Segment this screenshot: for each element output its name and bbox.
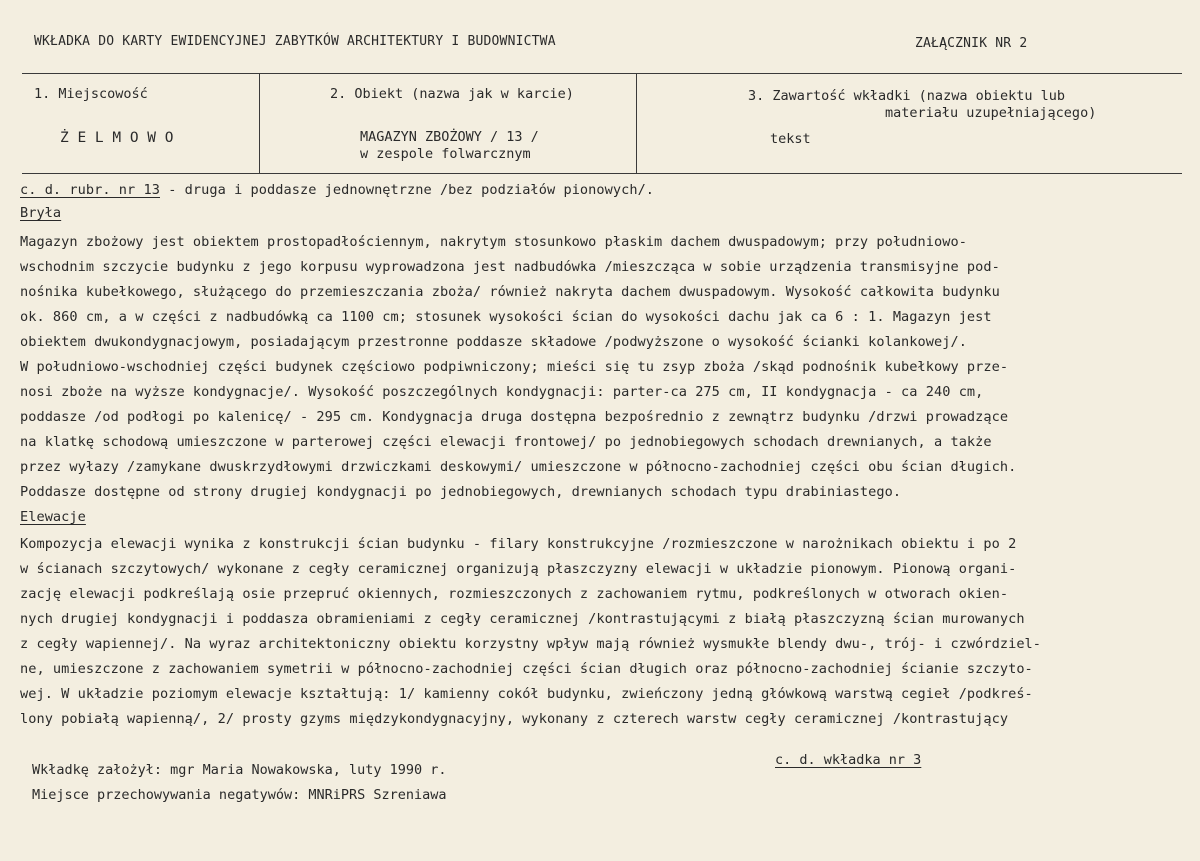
text-line: ne, umieszczone z zachowaniem symetrii w północno-zachodniej części ścian długich oraz północno-zachodniej ścianie szczyto- — [20, 661, 1033, 677]
text-line: wej. W układzie poziomym elewacje kształtują: 1/ kamienny cokół budynku, zwieńczony jedną główkową warstwą cegieł /podkreś- — [20, 686, 1033, 702]
text-line: lony pobiałą wapienną/, 2/ prosty gzyms międzykondygnacyjny, wykonany z czterech warstw cegły ceramicznej /kontrastujący — [20, 711, 1009, 727]
text-line: nych drugiej kondygnacji i poddasza obramieniami z cegły ceramicznej /kontrastującymi z białą płaszczyzną ścian murowanych — [20, 611, 1025, 627]
text-line: przez wyłazy /zamykane dwuskrzydłowymi drzwiczkami deskowymi/ umieszczone w północno-zachodniej części obu ścian długich. — [20, 459, 1017, 475]
text-line: nosi zboże na wyższe kondygnacje/. Wysokość poszczególnych kondygnacji: parter-ca 275 cm, II kondygnacja - ca 240 cm, — [20, 384, 984, 400]
object-label: 2. Obiekt (nazwa jak w karcie) — [330, 86, 574, 102]
place-value: Ż E L M O W O — [60, 130, 174, 146]
attachment-number: ZAŁĄCZNIK NR 2 — [915, 36, 1028, 51]
text-line: W południowo-wschodniej części budynek częściowo podpiwniczony; mieści się tu zsyp zboża /skąd podnośnik kubełkowy prze- — [20, 359, 1009, 375]
object-value-line1: MAGAZYN ZBOŻOWY / 13 / — [360, 129, 539, 145]
author-line: Wkładkę założył: mgr Maria Nowakowska, luty 1990 r. — [32, 762, 447, 778]
continuation-text: - druga i poddasze jednownętrzne /bez podziałów pionowych/. — [159, 182, 655, 198]
text-line: obiektem dwukondygnacjowym, posiadającym przestronne poddasze składowe /podwyższone o wysokość ścianki kolankowej/. — [20, 334, 967, 350]
place-label: 1. Miejscowość — [34, 86, 148, 102]
document-title: WKŁADKA DO KARTY EWIDENCYJNEJ ZABYTKÓW ARCHITEKTURY I BUDOWNICTWA — [34, 34, 556, 49]
text-line: z cegły wapiennej/. Na wyraz architektoniczny obiektu korzystny wpływ mają również wysmukłe blendy dwu-, trój- i czwórdziel- — [20, 636, 1042, 652]
storage-line: Miejsce przechowywania negatywów: MNRiPRS Szreniawa — [32, 787, 447, 803]
table-bottom-rule — [22, 173, 1182, 174]
object-value-line2: w zespole folwarcznym — [360, 146, 531, 162]
text-line: poddasze /od podłogi po kalenicę/ - 295 cm. Kondygnacja druga dostępna bezpośrednio z zewnątrz budynku /drzwi prowadzące — [20, 409, 1009, 425]
continued-reference: c. d. wkładka nr 3 — [775, 752, 922, 768]
text-line: zację elewacji podkreślają osie przepruć okiennych, rozmieszczonych z zachowaniem rytmu, podkreślonych w otworach okien- — [20, 586, 1009, 602]
text-line: Kompozycja elewacji wynika z konstrukcji ścian budynku - filary konstrukcyjne /rozmieszczone w narożnikach obiektu i po 2 — [20, 536, 1017, 552]
text-line: wschodnim szczycie budynku z jego korpusu wyprowadzona jest nadbudówka /mieszcząca w sobie urządzenia transmisyjne pod- — [20, 259, 1000, 275]
text-line: w ścianach szczytowych/ wykonane z cegły ceramicznej organizują płaszczyzny elewacji w układzie pionowym. Pionową organi- — [20, 561, 1017, 577]
continuation-line — [20, 182, 1120, 198]
text-line: ok. 860 cm, a w części z nadbudówką ca 1100 cm; stosunek wysokości ścian do wysokości dachu jak ca 6 : 1. Magazyn jest — [20, 309, 992, 325]
contents-label-line1: 3. Zawartość wkładki (nazwa obiektu lub — [748, 88, 1065, 104]
text-line: na klatkę schodową umieszczone w parterowej części elewacji frontowej/ po jednobiegowych schodach drewnianych, a także — [20, 434, 992, 450]
continuation-ref: c. d. rubr. nr 13 — [20, 182, 160, 198]
text-line: nośnika kubełkowego, służącego do przemieszczania zboża/ również nakryta dachem dwuspadowym. Wysokość całkowita budynku — [20, 284, 1000, 300]
text-line: Magazyn zbożowy jest obiektem prostopadłościennym, nakrytym stosunkowo płaskim dachem dwuspadowym; przy południowo- — [20, 234, 967, 250]
text-line: Poddasze dostępne od strony drugiej kondygnacji po jednobiegowych, drewnianych schodach typu drabiniastego. — [20, 484, 902, 500]
table-divider-1 — [259, 73, 260, 173]
contents-value: tekst — [770, 131, 811, 147]
contents-label-line2: materiału uzupełniającego) — [885, 105, 1097, 121]
table-top-rule — [22, 73, 1182, 74]
section-heading-elewacje: Elewacje — [20, 509, 86, 525]
section-heading-bryla: Bryła — [20, 205, 62, 221]
table-divider-2 — [636, 73, 637, 173]
